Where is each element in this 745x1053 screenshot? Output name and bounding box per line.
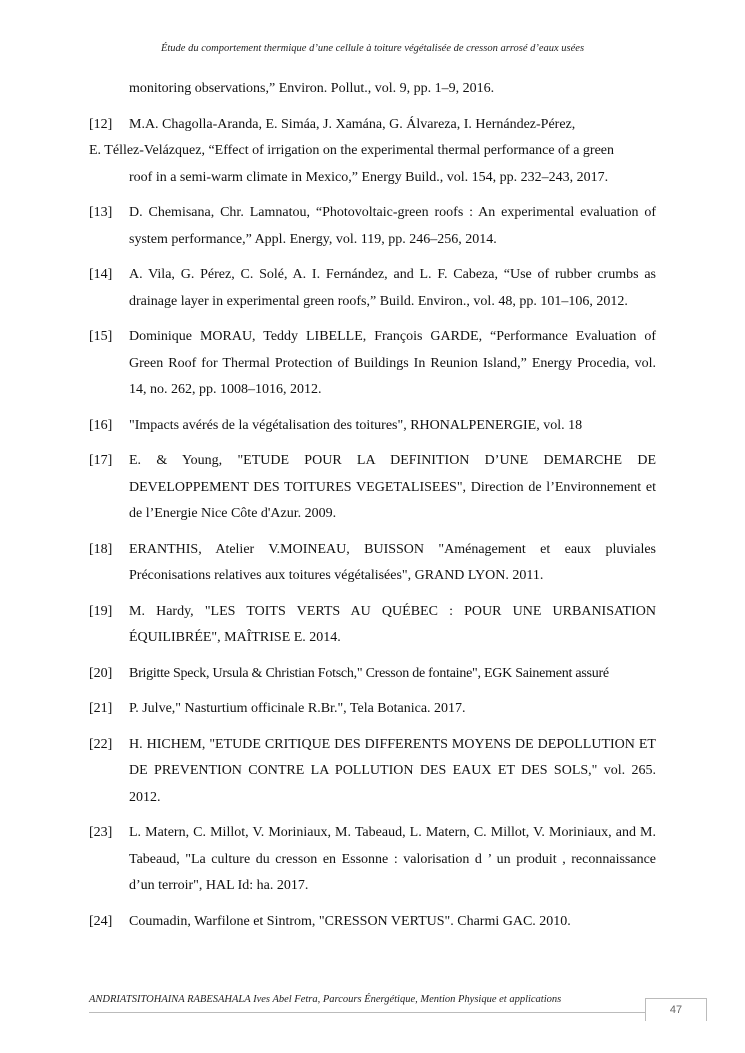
reference-text: H. HICHEM, "ETUDE CRITIQUE DES DIFFERENTS MOYENS DE DEPOLLUTION ET DE PREVENTION CONTRE LA POLLUTION DES EAUX ET DES SOLS," vol. 265. 2012. (129, 736, 656, 805)
reference-number: [23] (89, 825, 113, 840)
reference-line: M.A. Chagolla-Aranda, E. Simáa, J. Xamána, G. Álvareza, I. Hernández-Pérez, (129, 116, 576, 132)
reference-number: [21] (89, 701, 113, 716)
running-header: Étude du comportement thermique d’une cellule à toiture végétalisée de cresson arrosé d’eaux usées (160, 43, 585, 54)
reference-text: Brigitte Speck, Ursula & Christian Fotsch," Cresson de fontaine", EGK Sainement assuré (129, 665, 609, 681)
reference-number: [20] (89, 665, 113, 681)
reference-text: M. Hardy, "LES TOITS VERTS AU QUÉBEC : POUR UNE URBANISATION ÉQUILIBRÉE", MAÎTRISE E. 2014. (129, 603, 656, 645)
reference-number: [19] (89, 603, 113, 619)
reference-item-21 (89, 696, 656, 723)
reference-text: D. Chemisana, Chr. Lamnatou, “Photovoltaic-green roofs : An experimental evaluation of system performance,” Appl. Energy, vol. 119, pp. 246–256, 2014. (129, 205, 656, 247)
reference-item-16 (89, 413, 656, 440)
footer-author-line: ANDRIATSITOHAINA RABESAHALA Ives Abel Fetra, Parcours Énergétique, Mention Physique et applications (89, 994, 562, 1005)
reference-line: roof in a semi-warm climate in Mexico,” Energy Build., vol. 154, pp. 232–243, 2017. (129, 169, 609, 185)
page-number: 47 (645, 998, 707, 1021)
reference-item-20 (89, 661, 656, 688)
reference-continuation: monitoring observations,” Environ. Pollut., vol. 9, pp. 1–9, 2016. (129, 81, 495, 96)
reference-text: Coumadin, Warfilone et Sintrom, "CRESSON VERTUS". Charmi GAC. 2010. (129, 913, 571, 929)
reference-item-13 (89, 200, 656, 253)
reference-item-17 (89, 448, 656, 528)
reference-number: [12] (89, 116, 113, 132)
reference-number: [22] (89, 736, 113, 752)
reference-item-14 (89, 262, 656, 315)
reference-item-12 (89, 112, 656, 192)
reference-item-23 (89, 820, 656, 900)
reference-list (89, 76, 656, 935)
reference-text: "Impacts avérés de la végétalisation des toitures", RHONALPENERGIE, vol. 18 (129, 417, 583, 433)
reference-text: Dominique MORAU, Teddy LIBELLE, François GARDE, “Performance Evaluation of Green Roof for Thermal Protection of Buildings In Reunion Island,” Energy Procedia, vol. 14, no. 262, pp. 1008–1016, 2012. (129, 329, 656, 397)
reference-number: [17] (89, 453, 113, 468)
reference-item-22 (89, 732, 656, 812)
footer-divider (89, 1012, 705, 1013)
reference-item-24 (89, 909, 656, 936)
reference-item-18 (89, 537, 656, 590)
reference-item-19 (89, 599, 656, 652)
reference-number: [18] (89, 541, 113, 557)
reference-number: [14] (89, 267, 113, 282)
reference-text: A. Vila, G. Pérez, C. Solé, A. I. Fernández, and L. F. Cabeza, “Use of rubber crumbs as drainage layer in experimental green roofs,” Build. Environ., vol. 48, pp. 101–106, 2012. (129, 267, 656, 309)
reference-text: P. Julve," Nasturtium officinale R.Br.", Tela Botanica. 2017. (129, 701, 466, 716)
reference-number: [15] (89, 329, 113, 344)
reference-item-15 (89, 324, 656, 404)
reference-number: [24] (89, 913, 113, 929)
reference-text: ERANTHIS, Atelier V.MOINEAU, BUISSON "Aménagement et eaux pluviales Préconisations relatives aux toitures végétalisées", GRAND LYON. 2011. (129, 541, 656, 583)
reference-text: E. & Young, "ETUDE POUR LA DEFINITION D’UNE DEMARCHE DE DEVELOPPEMENT DES TOITURES VEGETALISEES", Direction de l’Environnement et de l’Energie Nice Côte d'Azur. 2009. (129, 453, 656, 521)
reference-number: [13] (89, 205, 113, 220)
reference-number: [16] (89, 417, 113, 433)
reference-text: L. Matern, C. Millot, V. Moriniaux, M. Tabeaud, L. Matern, C. Millot, V. Moriniaux, and M. Tabeaud, "La culture du cresson en Essonne : valorisation d ’ un produit , reconnaissance d’un terroir", HAL Id: ha. 2017. (129, 825, 656, 893)
reference-line: E. Téllez-Velázquez, “Effect of irrigation on the experimental thermal performance of a green (89, 143, 614, 158)
